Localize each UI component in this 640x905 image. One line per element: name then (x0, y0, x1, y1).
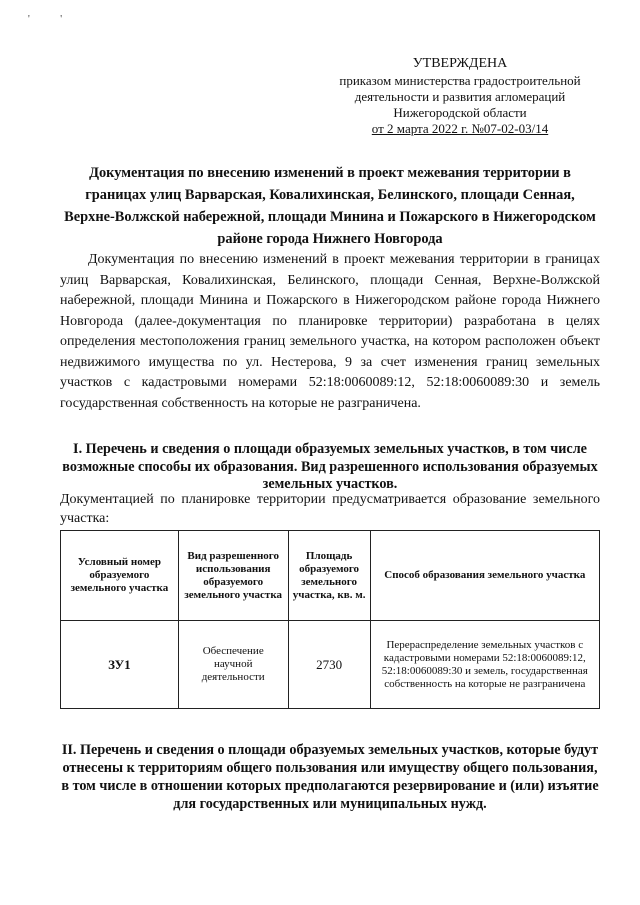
header-area: Площадь образуемого земельного участка, кв. м. (288, 531, 370, 621)
table-row (61, 621, 600, 709)
cell-plot-number: ЗУ1 (61, 621, 179, 709)
cell-permitted-use: Обеспечение научной деятельности (178, 621, 288, 709)
table-header-row (61, 531, 600, 621)
approval-line-1: приказом министерства градостроительной (339, 73, 581, 88)
approval-stamp (310, 56, 610, 137)
header-formation-method: Способ образования земельного участка (370, 531, 599, 621)
scan-marks: ' ' (28, 14, 77, 25)
section-1-heading (60, 441, 600, 494)
approval-line-3: Нижегородской области (393, 105, 527, 120)
approval-date: от 2 марта 2022 г. №07-02-03/14 (371, 121, 549, 136)
land-plots-table (60, 530, 600, 709)
section-2-title: Перечень и сведения о площади образуемых земельных участков, которые будут отнесены к территориям общего пользования или имуществу общего пользования, в том числе в отношении которых предполагаются резервирование и (или) изъятие для государственных или муниципальных нужд. (61, 742, 599, 812)
section-1-title: Перечень и сведения о площади образуемых земельных участков, в том числе возможные способы их образования. Вид разрешенного использования образуемых земельных участков. (62, 441, 598, 492)
section-2-heading (60, 741, 600, 813)
approval-line-2: деятельности и развития агломераций (354, 89, 566, 104)
document-title: Документация по внесению изменений в проект межевания территории в границах улиц Варварская, Ковалихинская, Белинского, площади Сенная, Верхне-Волжской набережной, площади Минина и Пожарского в Нижегородском районе города Нижнего Новгорода (64, 165, 596, 247)
header-permitted-use: Вид разрешенного использования образуемого земельного участка (178, 531, 288, 621)
section-1-intro: Документацией по планировке территории предусматривается образование земельного участка: (60, 492, 600, 526)
cell-formation-method: Перераспределение земельных участков с кадастровыми номерами 52:18:0060089:12, 52:18:0060089:30 и земель, государственная собственность на которые не разграничена (370, 621, 599, 709)
cell-area: 2730 (288, 621, 370, 709)
approved-label: УТВЕРЖДЕНА (412, 56, 508, 71)
section-2-number: II. (61, 742, 77, 758)
header-plot-number: Условный номер образуемого земельного участка (61, 531, 179, 621)
section-1-number: I. (73, 441, 83, 457)
body-paragraph: Документация по внесению изменений в проект межевания территории в границах улиц Варварская, Ковалихинская, Белинского, площади Сенная, Верхне-Волжской набережной, площади Минина и Пожарского в Нижегородском районе города Нижнего Новгорода (далее-документация по планировке территории) разработана в целях определения местоположения границ земельного участка, на котором расположен объект недвижимого имущества по ул. Нестерова, 9 за счет изменения границ земельных участков с кадастровыми номерами 52:18:0060089:12, 52:18:0060089:30 и земель государственная собственность на которые не разграничена. (60, 252, 600, 411)
